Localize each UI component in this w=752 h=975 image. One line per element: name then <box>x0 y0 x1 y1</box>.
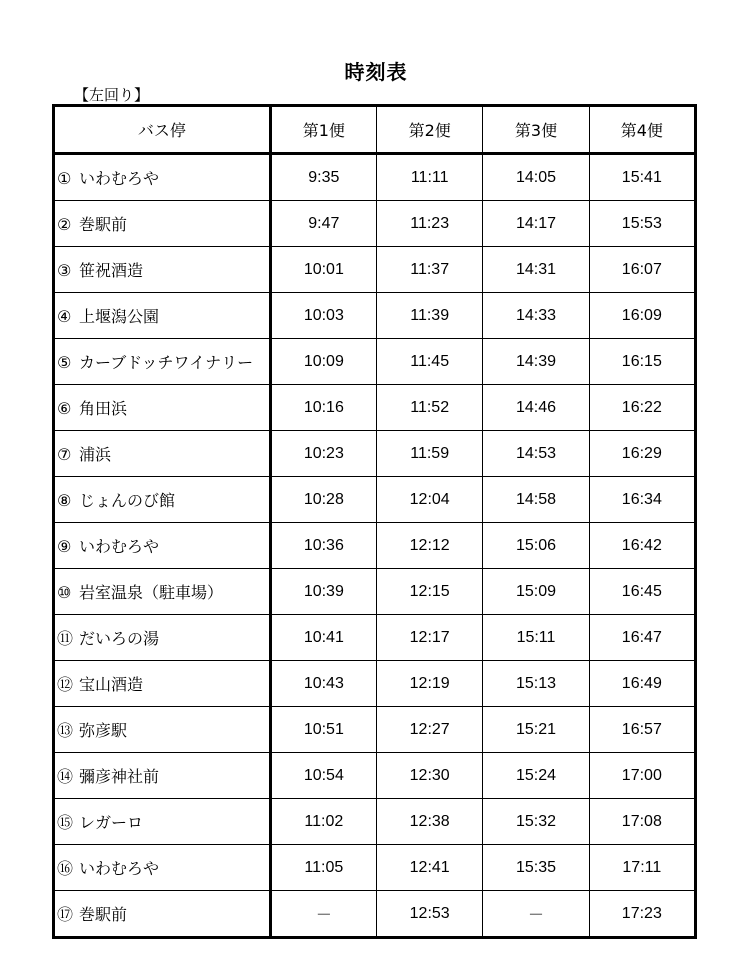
departure-time-run-2: 12:30 <box>377 753 483 799</box>
departure-time-run-2: 12:17 <box>377 615 483 661</box>
departure-time-run-1: 10:41 <box>270 615 376 661</box>
departure-time-run-4: 16:09 <box>589 293 695 339</box>
stop-number: ⑫ <box>57 675 74 694</box>
departure-time-run-3: 15:35 <box>483 845 589 891</box>
bus-stop-cell <box>54 845 271 891</box>
table-row <box>54 385 696 431</box>
stop-name: 宝山酒造 <box>79 675 144 694</box>
stop-name: 彌彦神社前 <box>79 767 160 786</box>
departure-time-run-2: 12:19 <box>377 661 483 707</box>
stop-name: いわむろや <box>79 859 160 878</box>
page-title: 時刻表 <box>344 60 408 84</box>
table-row <box>54 339 696 385</box>
table-row <box>54 615 696 661</box>
table-row <box>54 661 696 707</box>
departure-time-run-3: 14:31 <box>483 247 589 293</box>
departure-time-run-4: 16:15 <box>589 339 695 385</box>
departure-time-run-2: 12:04 <box>377 477 483 523</box>
departure-time-run-2: 11:45 <box>377 339 483 385</box>
departure-time-run-1: 9:47 <box>270 201 376 247</box>
departure-time-run-3: 15:13 <box>483 661 589 707</box>
departure-time-run-2: 12:15 <box>377 569 483 615</box>
departure-time-run-3: 14:46 <box>483 385 589 431</box>
departure-time-run-3: 14:53 <box>483 431 589 477</box>
bus-stop-cell <box>54 477 271 523</box>
table-row <box>54 707 696 753</box>
departure-time-run-1: 10:39 <box>270 569 376 615</box>
bus-stop-cell <box>54 154 271 201</box>
header-run-4: 第4便 <box>589 106 695 154</box>
departure-time-run-3: 14:58 <box>483 477 589 523</box>
departure-time-run-3: 15:24 <box>483 753 589 799</box>
departure-time-run-4: 16:57 <box>589 707 695 753</box>
table-row <box>54 154 696 201</box>
header-run-1: 第1便 <box>270 106 376 154</box>
stop-number: ③ <box>57 261 72 280</box>
departure-time-run-2: 12:53 <box>377 891 483 938</box>
stop-number: ⑩ <box>57 583 72 602</box>
departure-time-run-3: 15:32 <box>483 799 589 845</box>
table-row <box>54 799 696 845</box>
departure-time-run-4: 17:11 <box>589 845 695 891</box>
departure-time-run-2: 11:23 <box>377 201 483 247</box>
stop-number: ⑰ <box>57 905 74 924</box>
departure-time-run-4: 17:08 <box>589 799 695 845</box>
stop-number: ⑨ <box>57 537 72 556</box>
departure-time-run-1: 10:09 <box>270 339 376 385</box>
stop-name: 弥彦駅 <box>79 721 128 740</box>
stop-name: 浦浜 <box>79 445 112 464</box>
departure-time-run-1: 10:03 <box>270 293 376 339</box>
stop-number: ⑮ <box>57 813 74 832</box>
departure-time-run-4: 17:23 <box>589 891 695 938</box>
bus-stop-cell <box>54 753 271 799</box>
departure-time-run-2: 11:59 <box>377 431 483 477</box>
departure-time-run-2: 11:37 <box>377 247 483 293</box>
table-row <box>54 201 696 247</box>
bus-stop-cell <box>54 615 271 661</box>
departure-time-run-1: 10:01 <box>270 247 376 293</box>
departure-time-run-3: 15:06 <box>483 523 589 569</box>
departure-time-run-1: 10:16 <box>270 385 376 431</box>
stop-name: レガーロ <box>79 813 144 832</box>
departure-time-run-1: 9:35 <box>270 154 376 201</box>
departure-time-run-2: 11:39 <box>377 293 483 339</box>
stop-number: ⑧ <box>57 491 72 510</box>
departure-time-run-4: 16:22 <box>589 385 695 431</box>
table-row <box>54 431 696 477</box>
table-row <box>54 293 696 339</box>
departure-time-run-1: 10:43 <box>270 661 376 707</box>
departure-time-run-3: 14:05 <box>483 154 589 201</box>
departure-time-run-4: 16:47 <box>589 615 695 661</box>
departure-time-run-4: 16:45 <box>589 569 695 615</box>
table-row <box>54 891 696 938</box>
table-row <box>54 569 696 615</box>
stop-name: いわむろや <box>79 537 160 556</box>
bus-stop-cell <box>54 431 271 477</box>
stop-number: ⑦ <box>57 445 72 464</box>
departure-time-run-3: 14:17 <box>483 201 589 247</box>
departure-time-run-3: 15:09 <box>483 569 589 615</box>
departure-time-run-2: 12:38 <box>377 799 483 845</box>
header-run-3: 第3便 <box>483 106 589 154</box>
bus-stop-cell <box>54 661 271 707</box>
departure-time-run-2: 11:52 <box>377 385 483 431</box>
departure-time-run-1: 10:36 <box>270 523 376 569</box>
departure-time-run-4: 16:29 <box>589 431 695 477</box>
departure-time-run-1: 10:23 <box>270 431 376 477</box>
stop-number: ② <box>57 215 72 234</box>
header-row <box>54 106 696 154</box>
direction-label: 【左回り】 <box>74 86 150 104</box>
departure-time-run-2: 12:41 <box>377 845 483 891</box>
departure-time-run-1: 11:02 <box>270 799 376 845</box>
departure-time-run-3: 14:39 <box>483 339 589 385</box>
departure-time-run-1: 11:05 <box>270 845 376 891</box>
departure-time-run-3: － <box>483 891 589 938</box>
stop-name: 上堰潟公園 <box>79 307 160 326</box>
departure-time-run-3: 15:11 <box>483 615 589 661</box>
table-row <box>54 247 696 293</box>
departure-time-run-4: 16:34 <box>589 477 695 523</box>
bus-stop-cell <box>54 891 271 938</box>
departure-time-run-1: 10:54 <box>270 753 376 799</box>
header-bus-stop: バス停 <box>54 106 271 154</box>
stop-number: ① <box>57 169 72 188</box>
timetable <box>52 104 697 939</box>
stop-number: ④ <box>57 307 72 326</box>
bus-stop-cell <box>54 523 271 569</box>
stop-name: 笹祝酒造 <box>79 261 144 280</box>
departure-time-run-4: 16:42 <box>589 523 695 569</box>
bus-stop-cell <box>54 799 271 845</box>
departure-time-run-2: 11:11 <box>377 154 483 201</box>
departure-time-run-4: 16:49 <box>589 661 695 707</box>
stop-name: カーブドッチワイナリー <box>79 353 254 372</box>
bus-stop-cell <box>54 707 271 753</box>
departure-time-run-4: 17:00 <box>589 753 695 799</box>
bus-stop-cell <box>54 293 271 339</box>
departure-time-run-3: 14:33 <box>483 293 589 339</box>
stop-number: ⑪ <box>57 629 74 648</box>
stop-number: ⑯ <box>57 859 74 878</box>
departure-time-run-1: 10:28 <box>270 477 376 523</box>
stop-number: ⑬ <box>57 721 74 740</box>
stop-name: 岩室温泉（駐車場） <box>79 583 224 602</box>
stop-name: 巻駅前 <box>79 905 128 924</box>
departure-time-run-2: 12:12 <box>377 523 483 569</box>
table-row <box>54 845 696 891</box>
stop-number: ⑭ <box>57 767 74 786</box>
stop-number: ⑤ <box>57 353 72 372</box>
departure-time-run-4: 16:07 <box>589 247 695 293</box>
bus-stop-cell <box>54 201 271 247</box>
bus-stop-cell <box>54 385 271 431</box>
departure-time-run-4: 15:41 <box>589 154 695 201</box>
header-run-2: 第2便 <box>377 106 483 154</box>
stop-number: ⑥ <box>57 399 72 418</box>
stop-name: だいろの湯 <box>79 629 160 648</box>
table-row <box>54 477 696 523</box>
bus-stop-cell <box>54 569 271 615</box>
departure-time-run-3: 15:21 <box>483 707 589 753</box>
table-row <box>54 523 696 569</box>
stop-name: 角田浜 <box>79 399 128 418</box>
bus-stop-cell <box>54 247 271 293</box>
departure-time-run-2: 12:27 <box>377 707 483 753</box>
departure-time-run-1: 10:51 <box>270 707 376 753</box>
bus-stop-cell <box>54 339 271 385</box>
departure-time-run-1: － <box>270 891 376 938</box>
stop-name: いわむろや <box>79 169 160 188</box>
table-row <box>54 753 696 799</box>
departure-time-run-4: 15:53 <box>589 201 695 247</box>
stop-name: じょんのび館 <box>79 491 176 510</box>
stop-name: 巻駅前 <box>79 215 128 234</box>
